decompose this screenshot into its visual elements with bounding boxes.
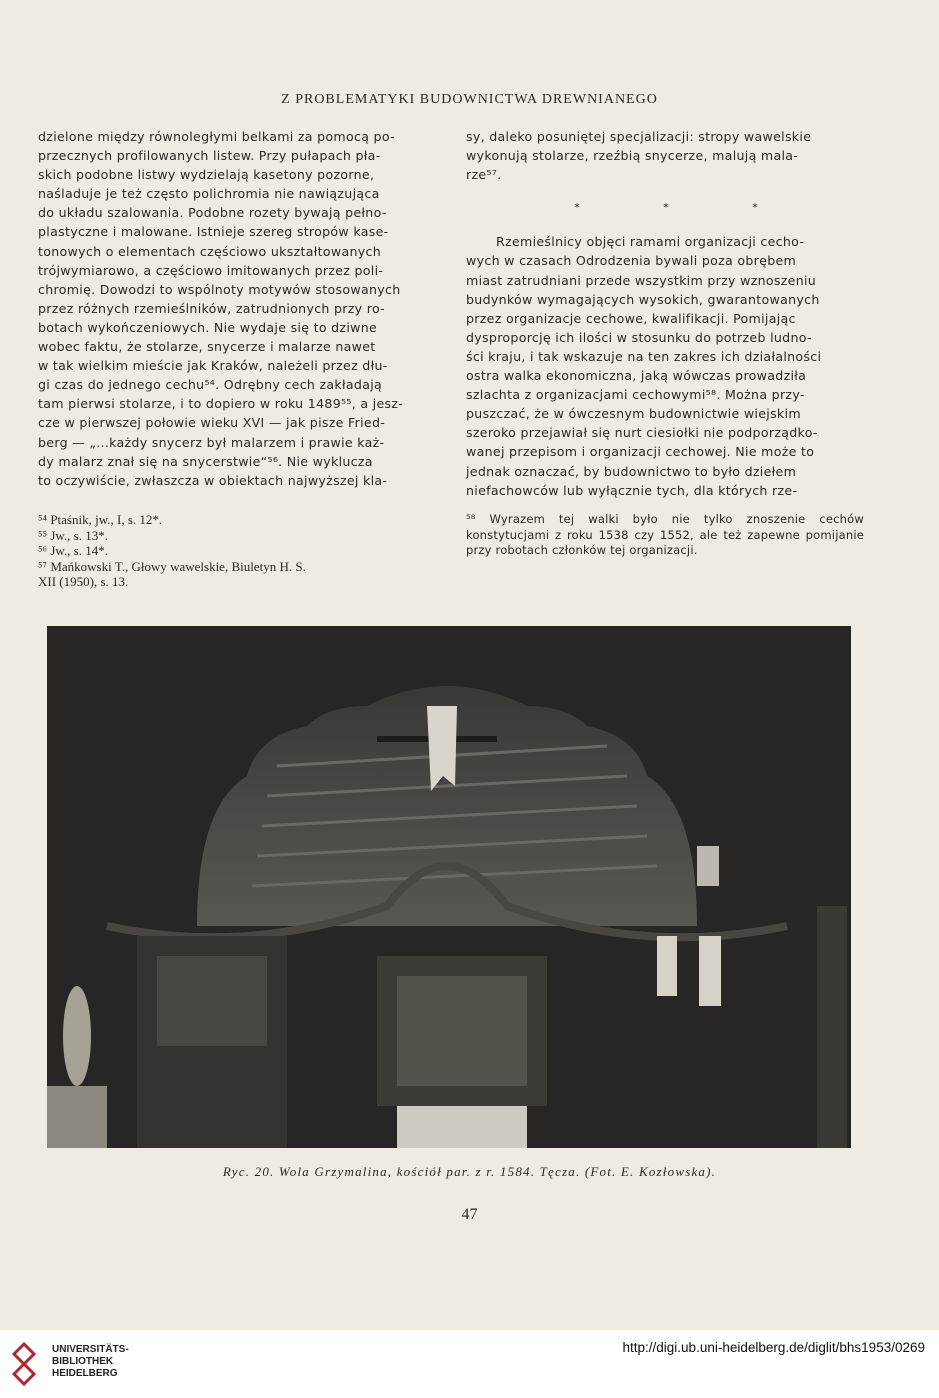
text-line: wych w czasach Odrodzenia bywali poza obrębem bbox=[466, 253, 797, 269]
text-line: przez organizacje cechowe, kwalifikacji. Pomijając bbox=[466, 310, 796, 326]
photo-illustration bbox=[47, 626, 851, 1148]
text-line: skich podobne listwy wydzielają kasetony pozorne, bbox=[38, 167, 375, 183]
footnote: ⁵⁵ Jw., s. 13*. bbox=[38, 527, 108, 543]
footnotes-left bbox=[38, 512, 443, 590]
text-line: plastyczne i malowane. Istnieje szereg stropów kase- bbox=[38, 224, 389, 240]
text-line: rze⁵⁷. bbox=[466, 167, 502, 183]
text-line: trójwymiarowo, a częściowo imitowanych przez poli- bbox=[38, 262, 384, 278]
footnote: ⁵⁴ Ptaśnik, jw., I, s. 12*. bbox=[38, 512, 163, 527]
text-line: tam pierwsi stolarze, i to dopiero w roku 1489⁵⁵, a jesz- bbox=[38, 396, 404, 412]
page-number: 47 bbox=[461, 1206, 478, 1223]
text-line: berg — „...każdy snycerz był malarzem i prawie każ- bbox=[38, 434, 385, 450]
footnote-right: ⁵⁸ Wyrazem tej walki było nie tylko znoszenie cechów konstytucjami z roku 1538 czy 1552, ale też zapewne pomijanie przy robotach członków tej organizacji. bbox=[466, 512, 864, 557]
footnote: XII (1950), s. 13. bbox=[38, 574, 129, 589]
text-line: to oczywiście, zwłaszcza w obiektach najwyższej kla- bbox=[38, 472, 388, 488]
text-line: jednak oznaczać, by budownictwo to było dziełem bbox=[466, 463, 797, 479]
text-line: wobec faktu, że stolarze, snycerze i malarze nawet bbox=[38, 339, 376, 355]
source-url-link[interactable]: http://digi.ub.uni-heidelberg.de/diglit/bhs1953/0269 bbox=[622, 1340, 925, 1355]
figure-caption: Ryc. 20. Wola Grzymalina, kościół par. z r. 1584. Tęcza. (Fot. E. Kozłowska). bbox=[222, 1164, 717, 1179]
text-line: naśladuje je też często polichromia nie nawiązująca bbox=[38, 186, 380, 202]
text-line: szlachta z organizacjami cechowymi⁵⁸. Można przy- bbox=[466, 387, 805, 403]
text-line: tonowych o elementach częściowo ukształtowanych bbox=[38, 243, 382, 259]
text-line: wanej przepisom i organizacji cechowej. Nie może to bbox=[466, 444, 815, 460]
text-line: w tak wielkim mieście jak Kraków, należeli przez dłu- bbox=[38, 358, 388, 374]
logo-line: BIBLIOTHEK bbox=[52, 1356, 114, 1367]
text-line: dzielone między równoległymi belkami za pomocą po- bbox=[38, 129, 395, 144]
running-head: Z PROBLEMATYKI BUDOWNICTWA DREWNIANEGO bbox=[281, 92, 658, 107]
text-line: dysproporcję ich ilości w stosunku do potrzeb ludno- bbox=[466, 329, 812, 345]
section-break: * * * bbox=[574, 201, 798, 215]
footnote: ⁵⁶ Jw., s. 14*. bbox=[38, 543, 108, 558]
text-line: wykonują stolarze, rzeźbią snycerze, malują mala- bbox=[466, 148, 799, 164]
library-footer bbox=[0, 1330, 939, 1398]
text-line: dy malarz znał się na snycerstwie“⁵⁶. Nie wyklucza bbox=[38, 453, 373, 469]
text-line: do układu szalowania. Podobne rozety bywają pełno- bbox=[38, 205, 387, 221]
library-logo-icon bbox=[8, 1336, 48, 1392]
text-line: chromię. Dowodzi to wspólnoty motywów stosowanych bbox=[38, 281, 401, 297]
text-line: sy, daleko posuniętej specjalizacji: stropy wawelskie bbox=[466, 129, 812, 144]
church-interior-photo bbox=[47, 626, 851, 1148]
logo-line: UNIVERSITÄTS- bbox=[52, 1344, 129, 1355]
text-line: botach wykończeniowych. Nie wydaje się to dziwne bbox=[38, 319, 378, 335]
text-line: budynków wymagających wysokich, gwarantowanych bbox=[466, 291, 820, 307]
text-line: cze w pierwszej połowie wieku XVI — jak pisze Fried- bbox=[38, 415, 386, 431]
text-line: gi czas do jednego cechu⁵⁴. Odrębny cech zakładają bbox=[38, 377, 383, 393]
text-line: puszczać, że w ówczesnym budownictwie wiejskim bbox=[466, 406, 801, 422]
library-logo-text bbox=[52, 1344, 129, 1380]
footnote: ⁵⁷ Mańkowski T., Głowy wawelskie, Biuletyn H. S. bbox=[38, 558, 306, 574]
text-line: Rzemieślnicy objęci ramami organizacji cecho- bbox=[496, 234, 805, 250]
text-line: miast zatrudniani przede wszystkim przy wznoszeniu bbox=[466, 272, 817, 288]
text-line: przez różnych rzemieślników, zatrudnionych przy ro- bbox=[38, 300, 386, 316]
text-line: ści kraju, i tak wskazuje na ten zakres ich działalności bbox=[466, 348, 822, 364]
text-line: ostra walka ekonomiczna, jaką wówczas prowadziła bbox=[466, 368, 807, 384]
text-line: szeroko przejawiał się nurt ciesiołki nie podporządko- bbox=[466, 425, 818, 441]
text-line: przecznych profilowanych listew. Przy pułapach pła- bbox=[38, 148, 381, 164]
left-column bbox=[38, 127, 438, 490]
logo-line: HEIDELBERG bbox=[52, 1368, 118, 1379]
right-column bbox=[466, 127, 866, 500]
text-line: niefachowców lub wyłącznie tych, dla których rze- bbox=[466, 482, 798, 498]
